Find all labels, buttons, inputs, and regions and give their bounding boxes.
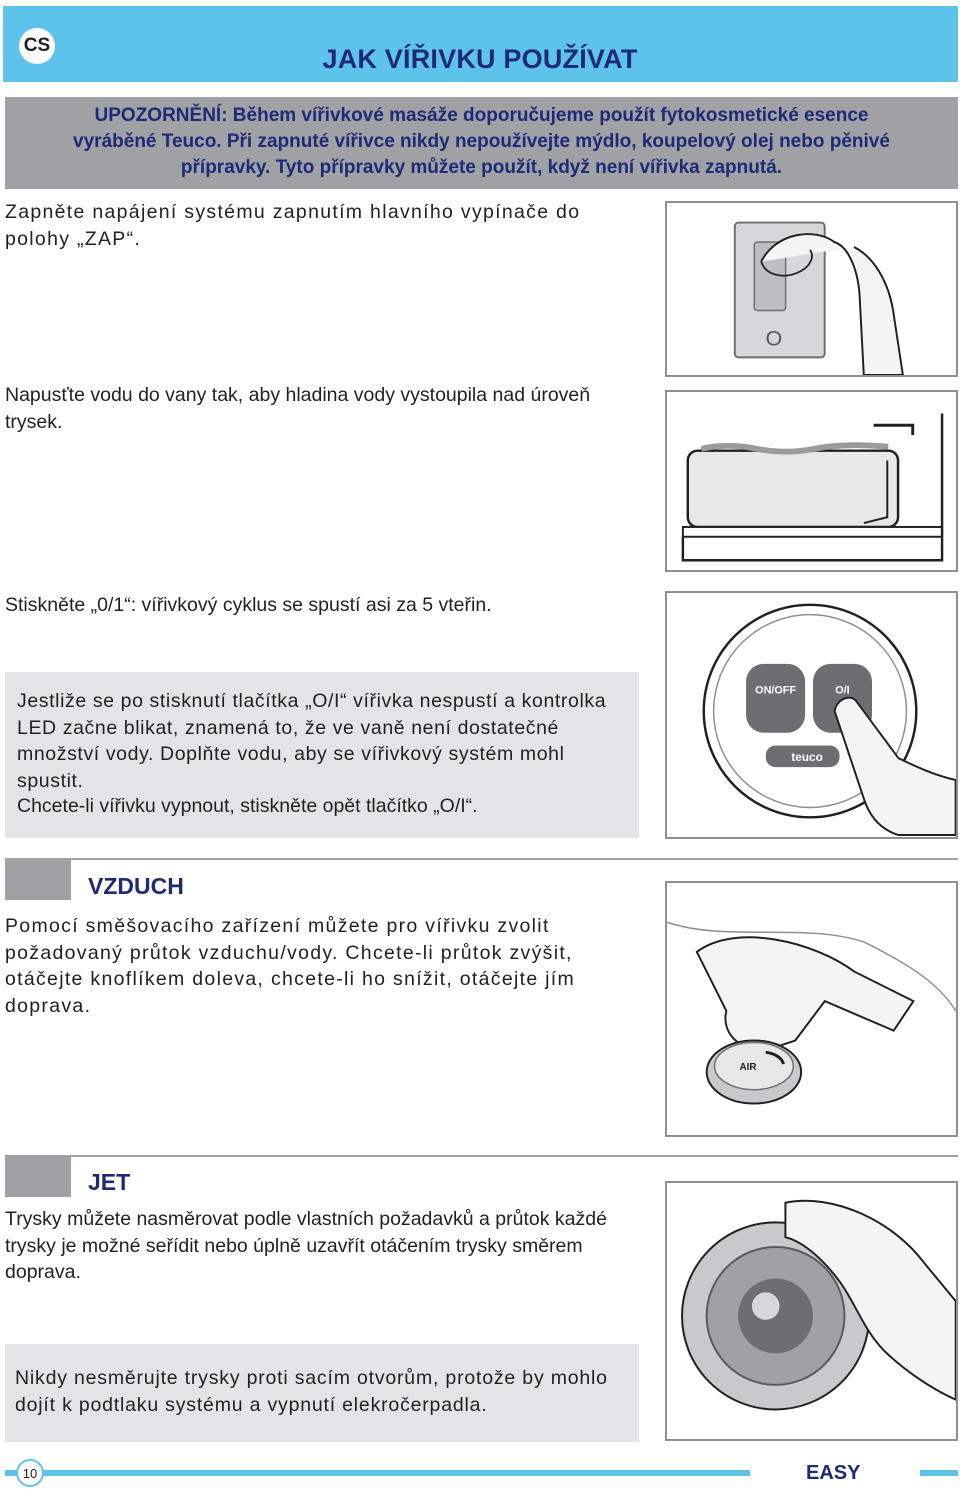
- control-panel-illustration: [667, 593, 956, 837]
- warning-line-1: UPOZORNĚNÍ: Během vířivkové masáže doporučujeme použít fytokosmetické esence: [94, 105, 869, 126]
- air-divider: [5, 858, 958, 860]
- air-text: Pomocí směšovacího zařízení můžete pro vířivku zvolit požadovaný průtok vzduchu/vody. Chcete-li průtok zvýšit, otáčejte knoflíkem doleva, chcete-li ho snížit, otáčejte jím doprava.: [5, 915, 576, 1017]
- footer-bar-left: [5, 1470, 750, 1476]
- air-knob-image: [665, 881, 958, 1137]
- step-press-text: Stiskněte „0/1“: vířivkový cyklus se spustí asi za 5 vteřin.: [5, 594, 492, 616]
- knob-label: AIR: [739, 1062, 757, 1074]
- jet-nozzle-illustration: [667, 1183, 956, 1439]
- bathtub-image: [665, 390, 958, 572]
- stop-note-text: Chcete-li vířivku vypnout, stiskněte opět tlačítko „O/I“.: [17, 795, 478, 817]
- step-fill-text: Napusťte vodu do vany tak, aby hladina vody vystoupila nad úroveň trysek.: [5, 384, 591, 433]
- jet-divider: [5, 1155, 958, 1157]
- step-power-text: Zapněte napájení systému zapnutím hlavního vypínače do polohy „ZAP“.: [5, 201, 581, 250]
- jet-text: Trysky můžete nasměrovat podle vlastních požadavků a průtok každé trysky je možné seřídit nebo úplně uzavřít otáčením trysky směrem doprava.: [5, 1208, 607, 1283]
- on-off-button-label: ON/OFF: [755, 684, 797, 697]
- switch-image: [665, 201, 958, 377]
- jet-warning-text: Nikdy nesměrujte trysky proti sacím otvorům, protože by mohlo dojít k podtlaku systému a vypnutí elekročerpadla.: [15, 1367, 608, 1416]
- jet-image: [665, 1181, 958, 1441]
- air-knob-illustration: [667, 883, 956, 1135]
- footer-bar-right: [920, 1470, 958, 1476]
- main-switch-illustration: [667, 203, 956, 375]
- panel-logo: teuco: [791, 750, 823, 765]
- bathtub-illustration: [667, 392, 956, 570]
- jet-header-block: [5, 1155, 71, 1197]
- page-number: 10: [16, 1459, 44, 1487]
- air-title: VZDUCH: [88, 873, 184, 899]
- o-i-button-label: O/I: [835, 684, 850, 697]
- warning-box: [5, 97, 958, 189]
- air-header-block: [5, 858, 71, 900]
- warning-line-2: vyráběné Teuco. Při zapnuté vířivce nikdy nepoužívejte mýdlo, koupelový olej nebo pěnivé: [73, 131, 890, 152]
- warning-line-3: přípravky. Tyto přípravky můžete použít, když není vířivka zapnutá.: [180, 157, 783, 178]
- led-note-text: Jestliže se po stisknutí tlačítka „O/I“ vířivka nespustí a kontrolka LED začne blikat, znamená to, že ve vaně není dostatečné množství vody. Doplňte vodu, aby se vířivkový systém mohl spustit.: [17, 690, 607, 792]
- brand-name: EASY: [806, 1462, 861, 1484]
- jet-title: JET: [88, 1169, 131, 1195]
- language-badge: CS: [19, 28, 55, 64]
- switch-off-mark: O: [765, 326, 783, 351]
- page-title: JAK VÍŘIVKU POUŽÍVAT: [322, 44, 638, 74]
- control-panel-image: [665, 591, 958, 839]
